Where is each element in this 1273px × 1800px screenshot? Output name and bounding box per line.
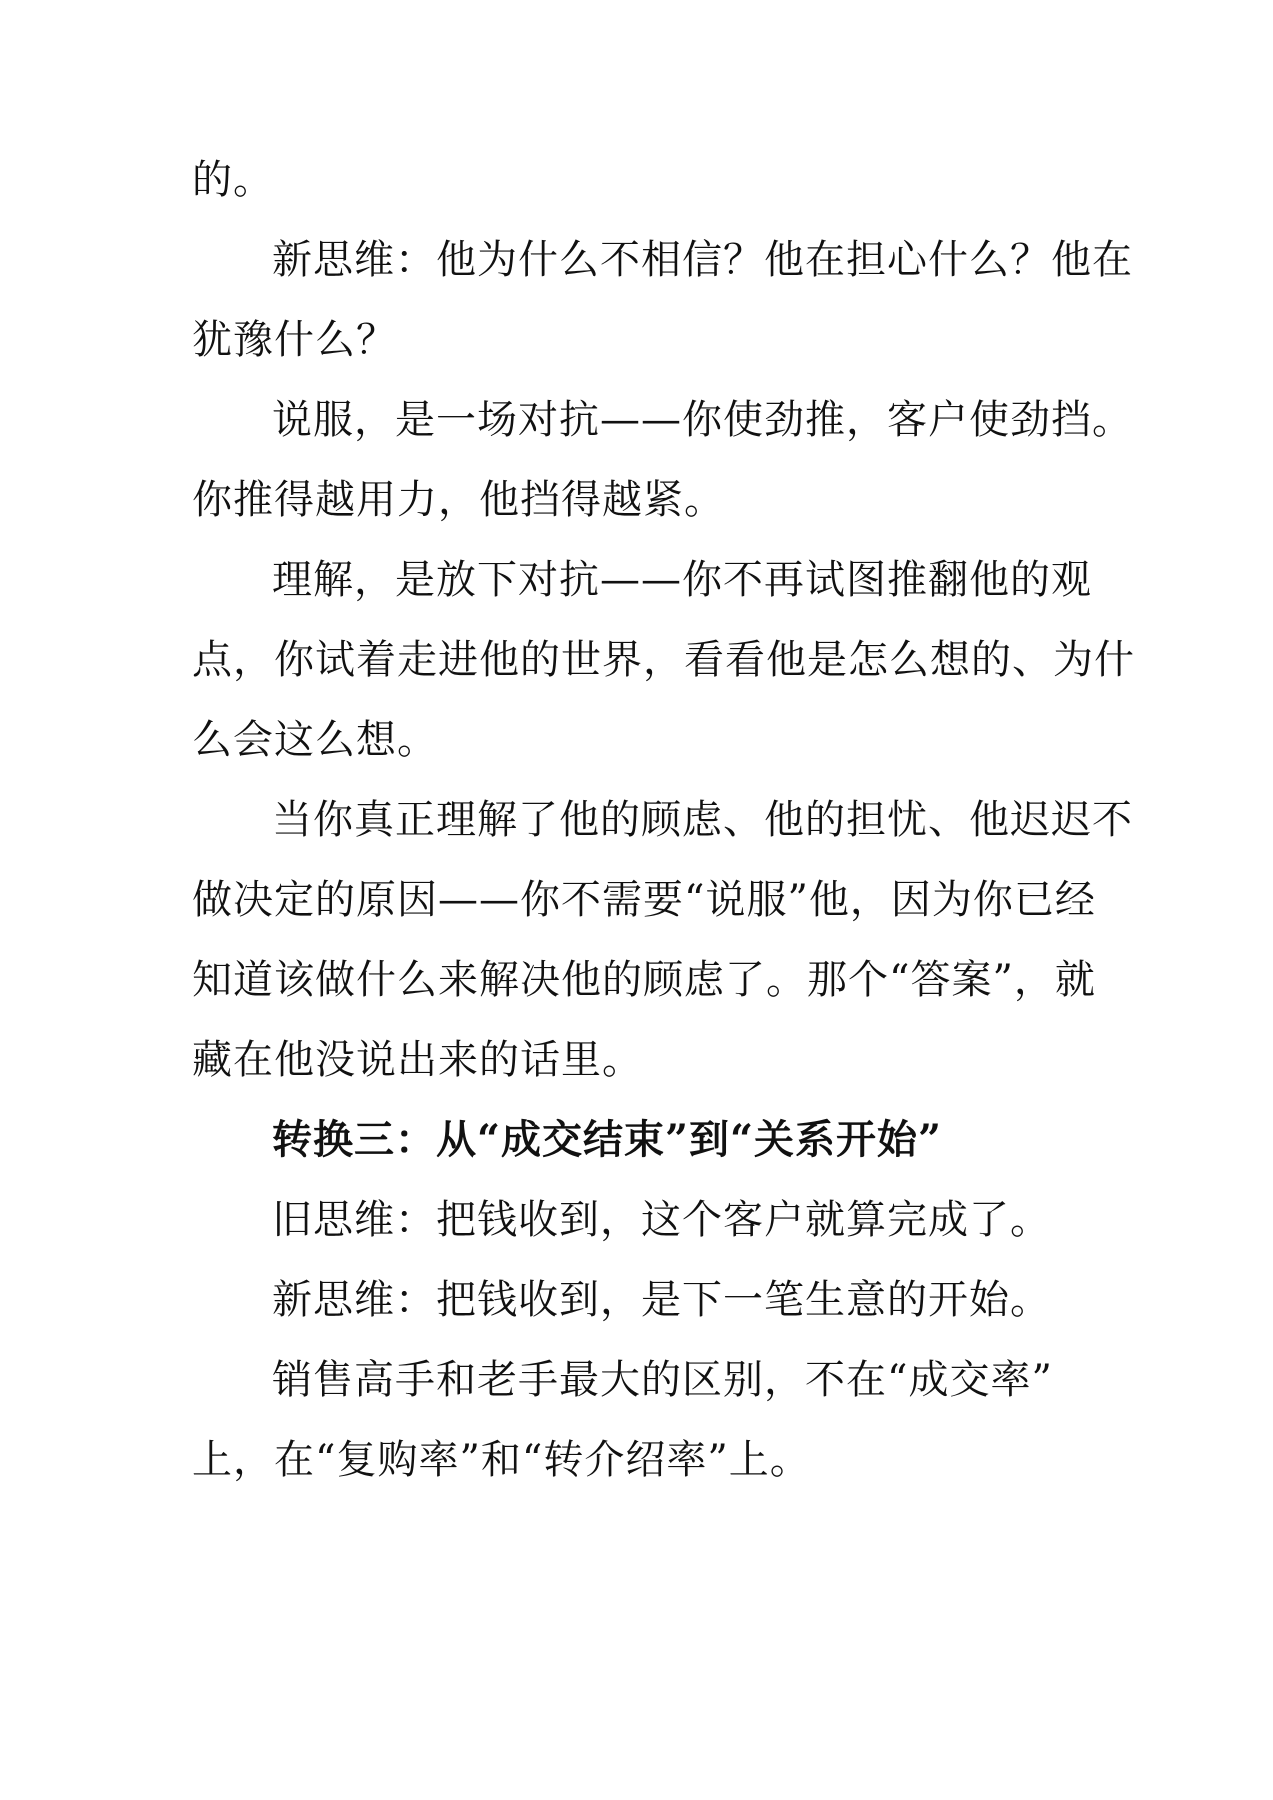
text-line-8: 么会这么想。 (192, 717, 438, 763)
text-line-7: 点，你试着走进他的世界，看看他是怎么想的、为什 (192, 637, 1135, 683)
text-line-11: 知道该做什么来解决他的顾虑了。那个“答案”，就 (192, 957, 1096, 1003)
text-line-14: 旧思维：把钱收到，这个客户就算完成了。 (272, 1197, 1051, 1243)
text-line-16: 销售高手和老手最大的区别，不在“成交率” (272, 1357, 1053, 1403)
section-heading: 转换三：从“成交结束”到“关系开始” (272, 1116, 943, 1163)
text-line-15: 新思维：把钱收到，是下一笔生意的开始。 (272, 1277, 1051, 1323)
text-line-17: 上，在“复购率”和“转介绍率”上。 (192, 1437, 811, 1483)
text-line-1: 的。 (192, 157, 274, 203)
text-line-10: 做决定的原因——你不需要“说服”他，因为你已经 (192, 877, 1096, 923)
text-line-2: 新思维：他为什么不相信？他在担心什么？他在 (272, 237, 1133, 283)
text-line-3: 犹豫什么？ (192, 317, 397, 363)
text-line-6: 理解，是放下对抗——你不再试图推翻他的观 (272, 557, 1092, 603)
text-line-9: 当你真正理解了他的顾虑、他的担忧、他迟迟不 (272, 797, 1133, 843)
text-line-4: 说服，是一场对抗——你使劲推，客户使劲挡。 (272, 397, 1133, 443)
text-line-5: 你推得越用力，他挡得越紧。 (192, 477, 725, 523)
text-line-12: 藏在他没说出来的话里。 (192, 1037, 643, 1083)
